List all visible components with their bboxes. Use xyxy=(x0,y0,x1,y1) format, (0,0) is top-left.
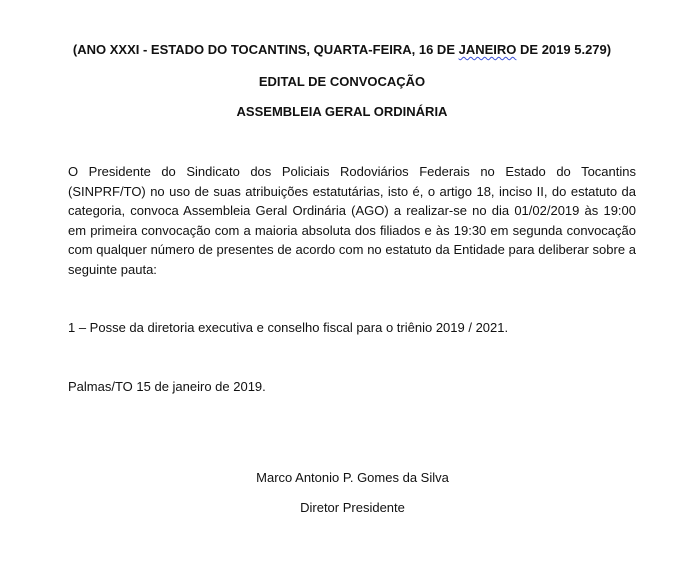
notice-title: EDITAL DE CONVOCAÇÃO xyxy=(258,74,426,89)
assembly-title: ASSEMBLEIA GERAL ORDINÁRIA xyxy=(236,104,448,119)
agenda-item: 1 – Posse da diretoria executiva e conselho fiscal para o triênio 2019 / 2021. xyxy=(68,320,509,335)
gazette-header-line xyxy=(0,42,684,58)
signatory-title: Diretor Presidente xyxy=(300,500,405,515)
spellcheck-flagged-word: JANEIRO xyxy=(458,42,517,57)
place-and-date: Palmas/TO 15 de janeiro de 2019. xyxy=(68,379,266,394)
convocation-paragraph: O Presidente do Sindicato dos Policiais Rodoviários Federais no Estado do Tocantins (SINPRF/TO) no uso de suas atribuições estatutárias, isto é, o artigo 18, inciso II, do estatuto da categoria, convoca Assembleia Geral Ordinária (AGO) a realizar-se no dia 01/02/2019 às 19:00 em primeira convocação com a maioria absoluta dos filiados e às 19:30 em segunda convocação com qualquer número de presentes de acordo com no estatuto da Entidade para deliberar sobre a seguinte pauta: xyxy=(68,164,636,277)
gazette-header-prefix: (ANO XXXI - ESTADO DO TOCANTINS, QUARTA-FEIRA, 16 DE xyxy=(72,42,459,57)
signatory-name: Marco Antonio P. Gomes da Silva xyxy=(256,470,449,485)
gazette-header-suffix: DE 2019 5.279) xyxy=(516,42,612,57)
